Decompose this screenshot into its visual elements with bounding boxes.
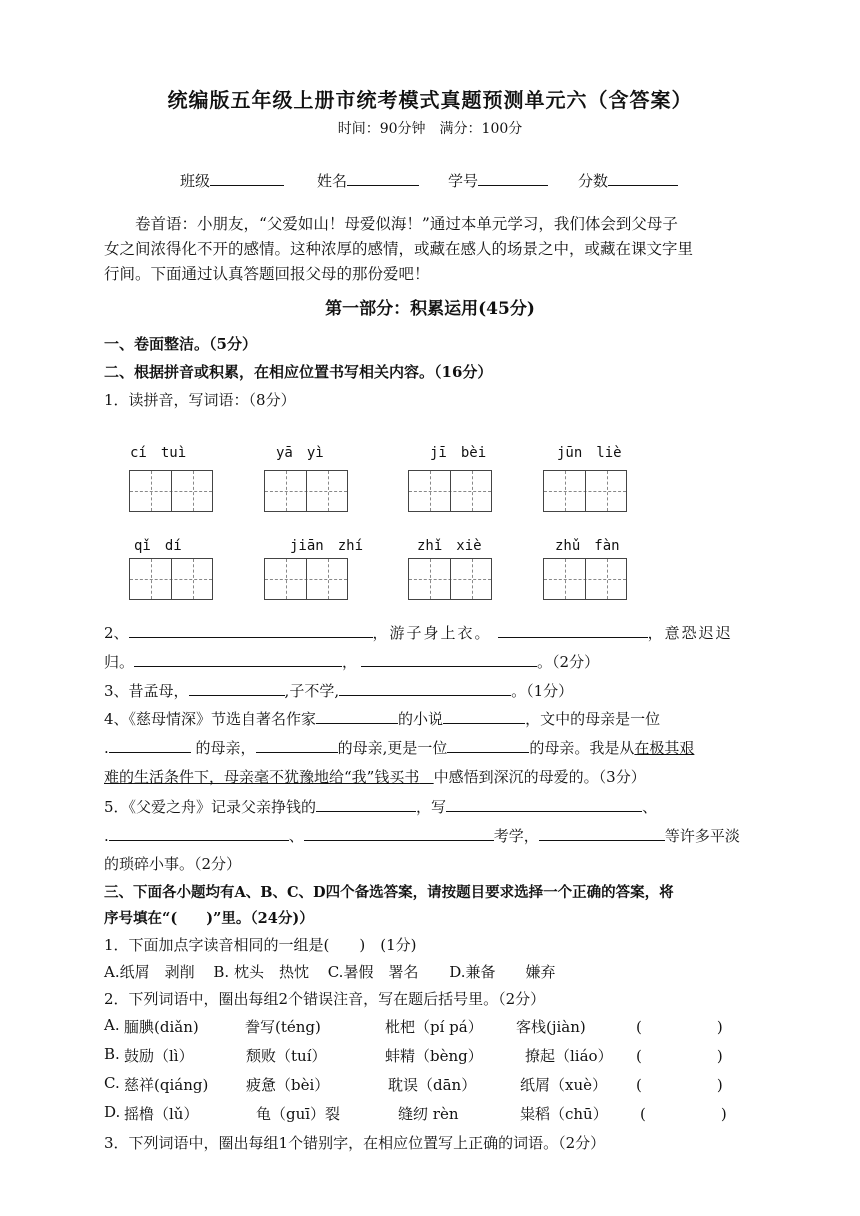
row-label: B. <box>104 1045 120 1063</box>
page-title: 统编版五年级上册市统考模式真题预测单元六（含答案） <box>167 88 693 112</box>
answer-blank[interactable] <box>539 826 665 841</box>
class-field[interactable]: 班级 <box>180 170 284 191</box>
answer-blank[interactable] <box>498 623 648 638</box>
answer-blank[interactable] <box>316 797 416 812</box>
pinyin-label: jūn liè <box>557 445 622 461</box>
pinyin-row: A. <box>104 1016 120 1034</box>
word-item: 客栈(jiàn) <box>516 1018 586 1036</box>
question-line: 难的生活条件下，母亲毫不犹豫地给“我”钱买书 中感悟到深沉的母爱的。（3分） <box>104 768 646 786</box>
answer-blank[interactable] <box>189 681 285 696</box>
section-heading: 三、下面各小题均有A、B、C、D四个备选答案，请按题目要求选择一个正确的答案，将 <box>104 884 674 901</box>
writing-grid[interactable] <box>129 558 213 600</box>
choice-c[interactable]: C.暑假 署名 <box>327 963 419 981</box>
score-field[interactable]: 分数 <box>578 170 678 191</box>
word-item: 纸屑（xuè） <box>520 1076 607 1094</box>
question-label: 2．下列词语中，圈出每组2个错误注音，写在题后括号里。（2分） <box>104 990 546 1008</box>
pinyin-label: qǐ dí <box>134 538 182 554</box>
writing-grid[interactable] <box>129 470 213 512</box>
number-field[interactable]: 学号 <box>448 170 548 191</box>
intro-line: 卷首语：小朋友，“父爱如山！母爱似海！”通过本单元学习，我们体会到父母子 <box>135 215 678 233</box>
word-item: 腼腆(diǎn) <box>124 1018 199 1036</box>
part-heading: 第一部分：积累运用(45分) <box>325 299 535 319</box>
word-item: 龟（guī）裂 <box>256 1105 341 1123</box>
answer-blank[interactable] <box>443 709 525 724</box>
question-line: 3、昔孟母， ,子不学, 。（1分） <box>104 682 574 700</box>
word-item: 缝纫 rèn <box>398 1105 459 1123</box>
section-heading: 一、卷面整洁。（5分） <box>104 335 257 353</box>
word-item: 蚌精（bèng） <box>385 1047 483 1065</box>
answer-blank[interactable] <box>447 738 529 753</box>
question-line: 的琐碎小事。（2分） <box>104 855 242 873</box>
choice-d[interactable]: D.兼备 嫌弃 <box>449 963 556 981</box>
answer-blank[interactable] <box>109 738 191 753</box>
word-item: 颓败（tuí） <box>246 1047 327 1065</box>
pinyin-label: cí tuì <box>130 445 187 461</box>
pinyin-label: jiān zhí <box>290 538 364 554</box>
pinyin-label: zhǐ xiè <box>417 538 482 554</box>
question-label: 1．读拼音，写词语：（8分） <box>104 391 296 409</box>
answer-blank[interactable] <box>134 652 342 667</box>
intro-line: 女之间浓得化不开的感情。这种浓厚的感情，或藏在感人的场景之中，或藏在课文字里 <box>104 240 694 258</box>
writing-grid[interactable] <box>543 470 627 512</box>
section-heading: 二、根据拼音或积累，在相应位置书写相关内容。（16分） <box>104 363 493 381</box>
pinyin-label: zhǔ fàn <box>555 538 620 554</box>
choice-a[interactable]: A.纸屑 剥削 <box>104 963 195 981</box>
question-line: . 、 考学， 等许多平淡 <box>104 827 740 845</box>
writing-grid[interactable] <box>264 470 348 512</box>
intro-line: 行间。下面通过认真答题回报父母的那份爱吧！ <box>104 265 430 283</box>
question-label: 3．下列词语中，圈出每组1个错别字，在相应位置写上正确的词语。（2分） <box>104 1134 606 1152</box>
word-item: 耽误（dān） <box>388 1076 477 1094</box>
answer-blank[interactable] <box>316 709 398 724</box>
row-label: D. <box>104 1103 121 1121</box>
question-label: 1．下面加点字读音相同的一组是( ) (1分) <box>104 936 417 954</box>
section-heading: 序号填在“( )”里。（24分)） <box>104 910 314 927</box>
answer-blank[interactable] <box>446 797 642 812</box>
question-line: 4、《慈母情深》节选自著名作家 的小说 ，文中的母亲是一位 <box>104 710 661 728</box>
question-line: 归。 ， 。（2分） <box>104 653 600 671</box>
word-item: 枇杷（pí pá） <box>385 1018 483 1036</box>
word-item: 疲惫（bèi） <box>246 1076 330 1094</box>
name-field[interactable]: 姓名 <box>317 170 419 191</box>
choice-row <box>104 961 556 982</box>
word-item: 撩起（liáo） <box>525 1047 613 1065</box>
writing-grid[interactable] <box>408 470 492 512</box>
word-item: 粜稻（chū） <box>520 1105 608 1123</box>
row-label: C. <box>104 1074 120 1092</box>
question-line: 2、 ，游子身上衣。 ，意恐迟迟 <box>104 624 733 642</box>
word-item: 摇橹（lǔ） <box>124 1105 199 1123</box>
question-line: 5．《父爱之舟》记录父亲挣钱的 ，写 、 <box>104 798 658 816</box>
pinyin-label: jī bèi <box>430 445 487 461</box>
writing-grid[interactable] <box>543 558 627 600</box>
word-item: 慈祥(qiáng) <box>124 1076 209 1094</box>
answer-parens[interactable]: ( ) <box>640 1105 727 1123</box>
answer-blank[interactable] <box>361 652 537 667</box>
answer-blank[interactable] <box>304 826 494 841</box>
writing-grid[interactable] <box>408 558 492 600</box>
word-item: 鼓励（lì） <box>124 1047 194 1065</box>
answer-parens[interactable]: ( ) <box>636 1018 723 1036</box>
choice-b[interactable]: B. 枕头 热忱 <box>213 963 309 981</box>
pinyin-label: yā yì <box>276 445 324 461</box>
writing-grid[interactable] <box>264 558 348 600</box>
answer-blank[interactable] <box>256 738 338 753</box>
answer-blank[interactable] <box>339 681 511 696</box>
answer-blank[interactable] <box>129 623 373 638</box>
answer-parens[interactable]: ( ) <box>636 1047 723 1065</box>
exam-meta: 时间：90分钟 满分：100分 <box>337 121 523 137</box>
answer-blank[interactable] <box>109 826 289 841</box>
word-item: 誊写(téng) <box>245 1018 321 1036</box>
answer-parens[interactable]: ( ) <box>636 1076 723 1094</box>
question-line: . 的母亲， 的母亲,更是一位 的母亲。我是从在极其艰 <box>104 739 695 757</box>
